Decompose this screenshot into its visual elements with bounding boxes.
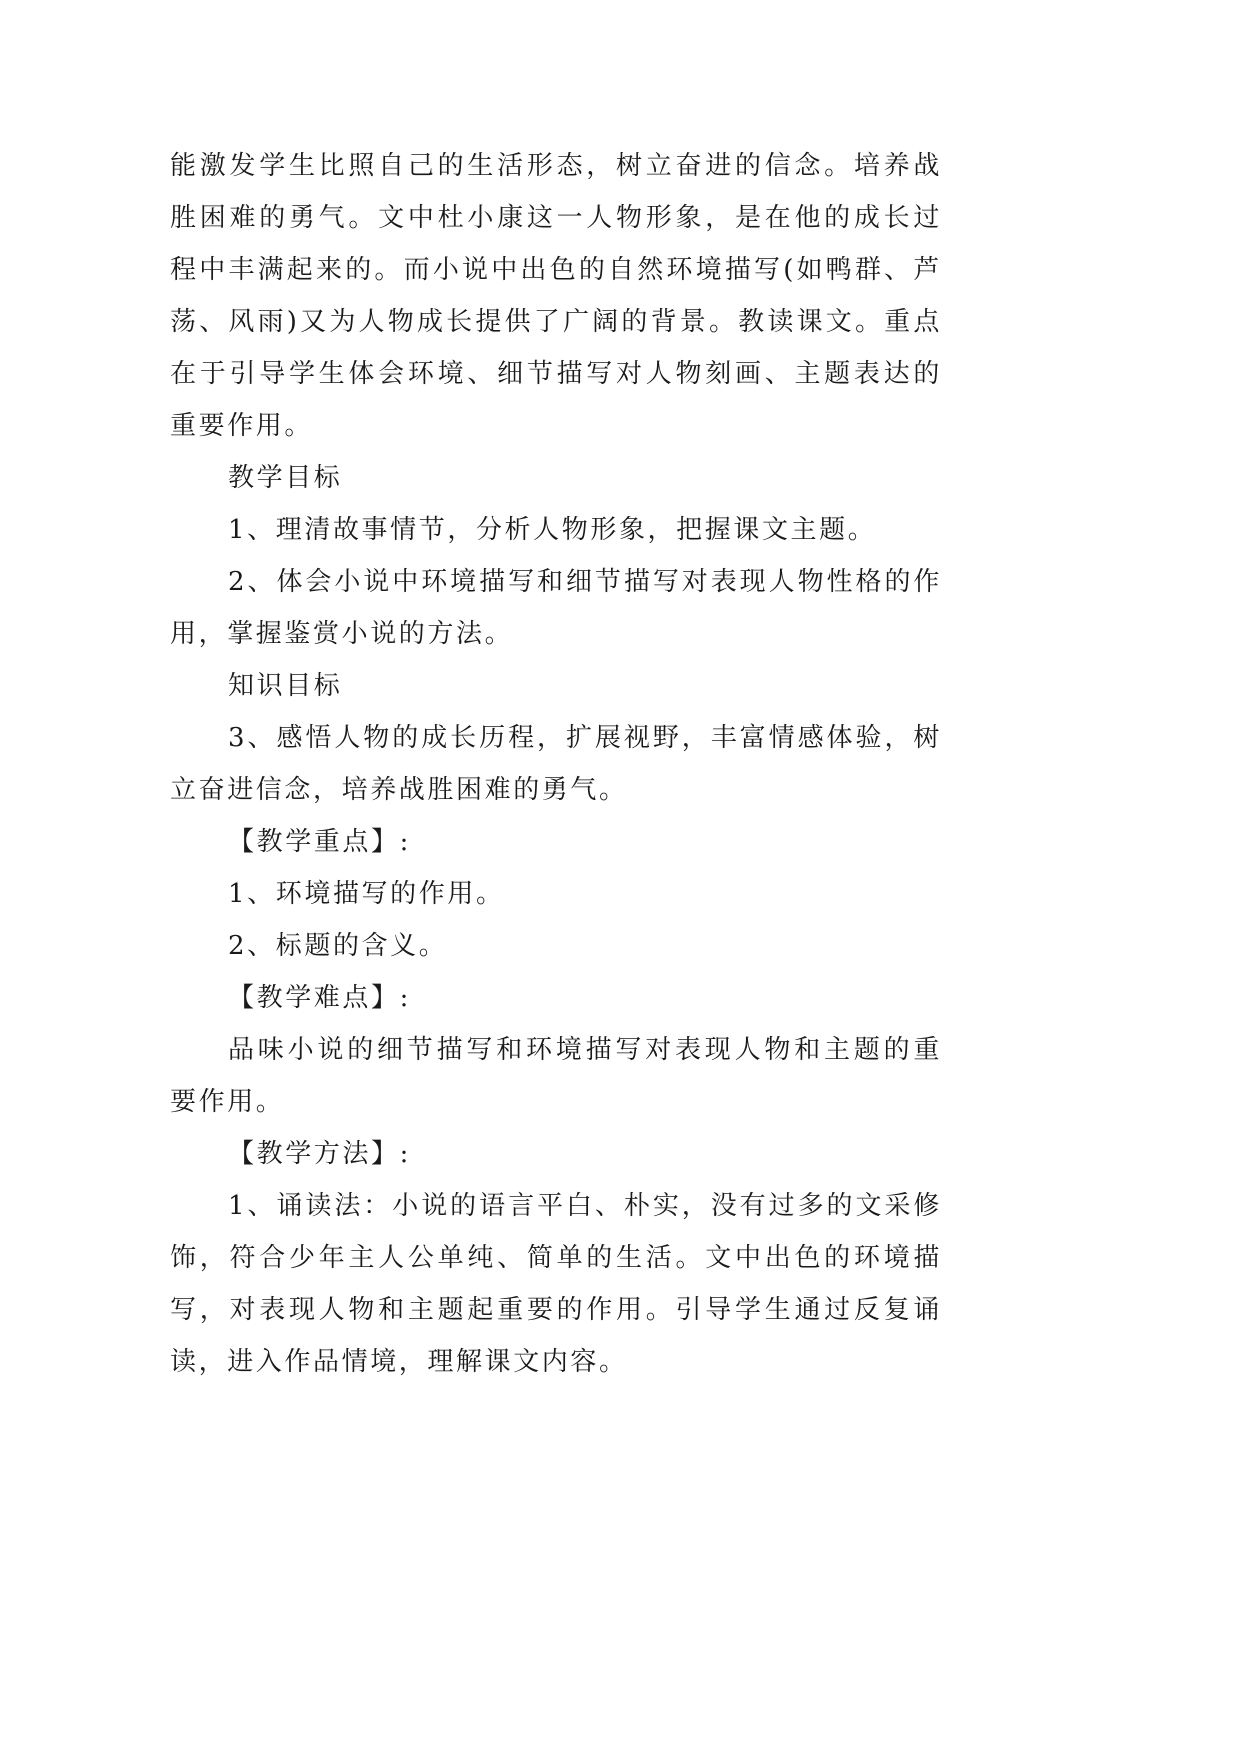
goal-item-1: 1、理清故事情节，分析人物形象，把握课文主题。: [228, 515, 877, 545]
heading-key-points: 【教学重点】:: [228, 827, 411, 857]
key-point-2: 2、标题的含义。: [228, 931, 448, 961]
paragraph-continuation: 能激发学生比照自己的生活形态，树立奋进的信念。培养战胜困难的勇气。文中杜小康这一人物形象，是在他的成长过程中丰满起来的。而小说中出色的自然环境描写(如鸭群、芦荡、风雨)又为人物成长提供了广阔的背景。教读课文。重点在于引导学生体会环境、细节描写对人物刻画、主题表达的重要作用。: [170, 151, 942, 441]
document-body: [170, 140, 942, 1388]
key-point-1: 1、环境描写的作用。: [228, 879, 505, 909]
method-item-1: 1、诵读法：小说的语言平白、朴实，没有过多的文采修饰，符合少年主人公单纯、简单的生活。文中出色的环境描写，对表现人物和主题起重要的作用。引导学生通过反复诵读，进入作品情境，理解课文内容。: [170, 1191, 942, 1377]
heading-teaching-methods: 【教学方法】:: [228, 1139, 411, 1169]
difficulty-text: 品味小说的细节描写和环境描写对表现人物和主题的重要作用。: [170, 1035, 942, 1117]
heading-knowledge-goals: 知识目标: [228, 671, 343, 701]
heading-difficulties: 【教学难点】:: [228, 983, 411, 1013]
goal-item-3: 3、感悟人物的成长历程，扩展视野，丰富情感体验，树立奋进信念，培养战胜困难的勇气。: [170, 723, 942, 805]
heading-teaching-goals: 教学目标: [228, 463, 343, 493]
goal-item-2: 2、体会小说中环境描写和细节描写对表现人物性格的作用，掌握鉴赏小说的方法。: [170, 567, 942, 649]
